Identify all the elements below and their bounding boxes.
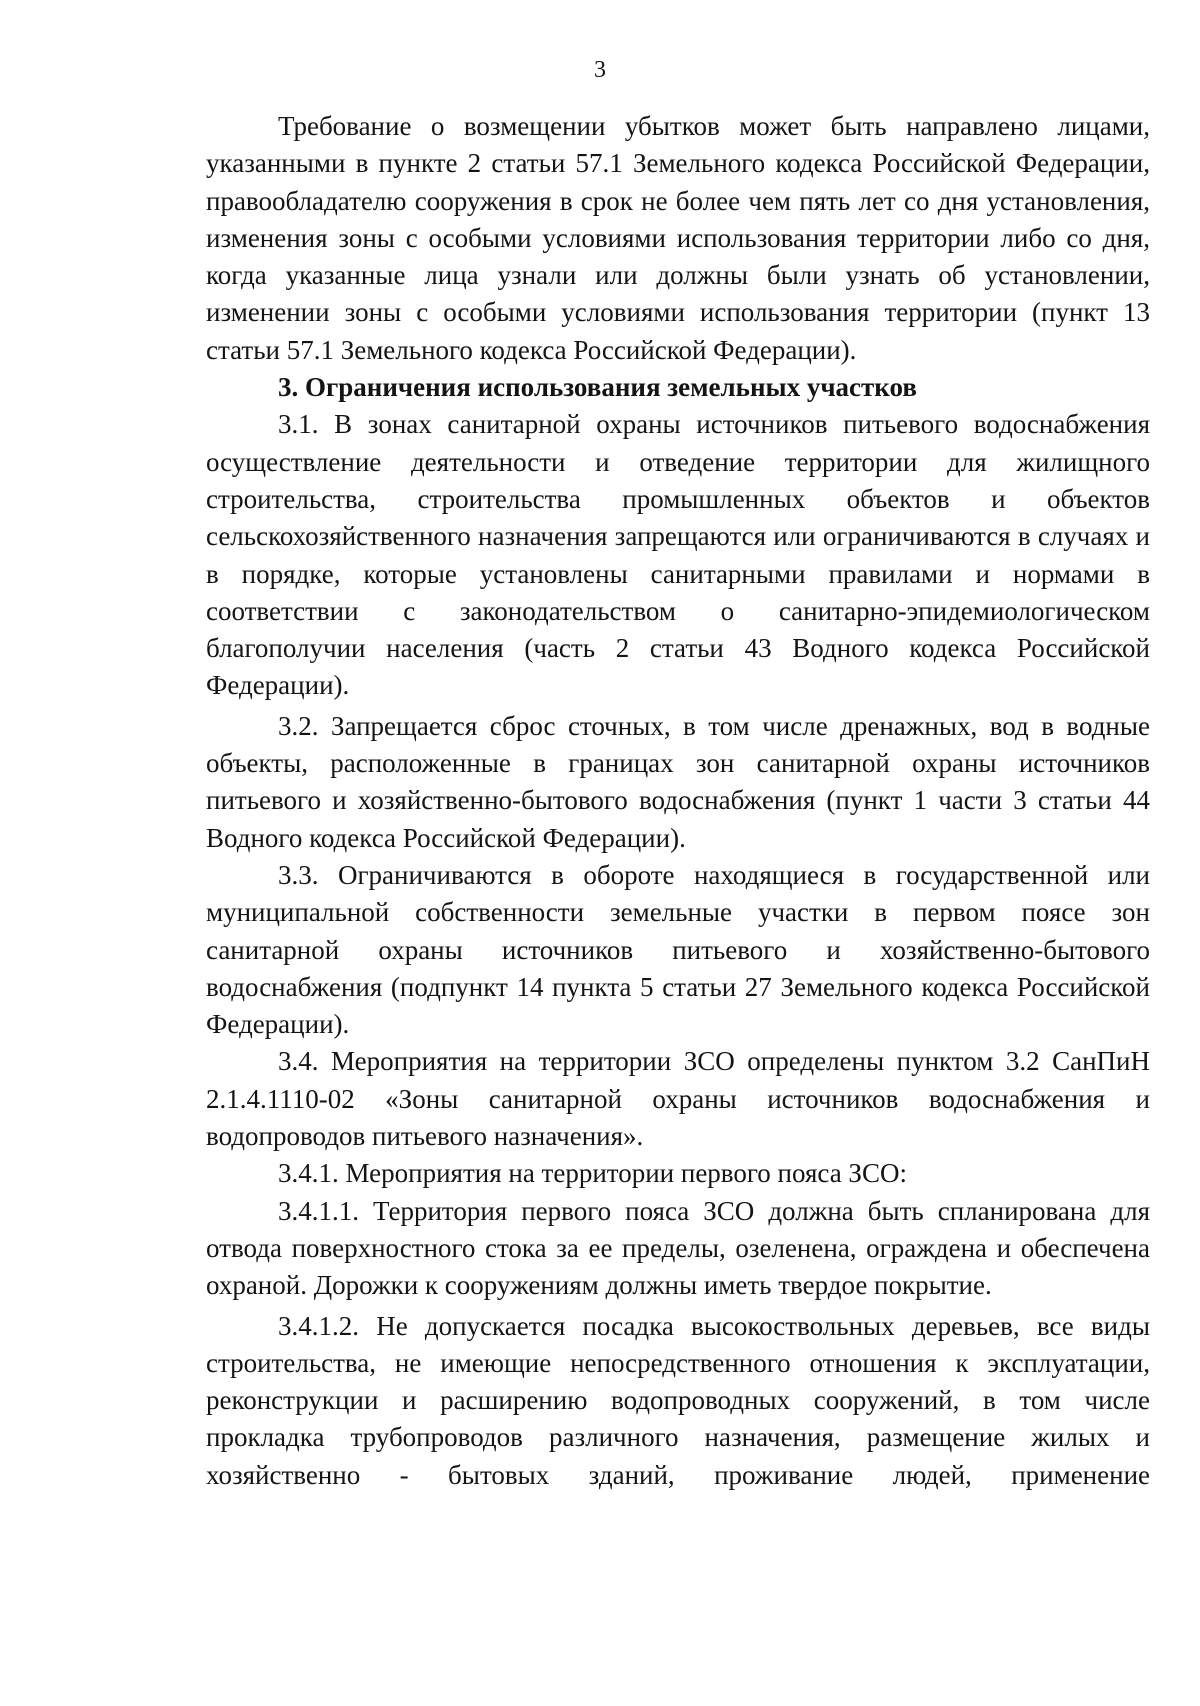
paragraph-damages-claim: Требование о возмещении убытков может быть направлено лицами, указанными в пункте 2 статьи 57.1 Земельного кодекса Российской Федерации, правообладателю сооружения в срок не более чем пять лет со дня установления, изменения зоны с особыми условиями использования территории либо со дня, когда указанные лица узнали или должны были узнать об установлении, изменении зоны с особыми условиями использования территории (пункт 13 статьи 57.1 Земельного кодекса Российской Федерации). <box>206 111 1150 365</box>
paragraph-3-1: 3.1. В зонах санитарной охраны источников питьевого водоснабжения осуществление деятельности и отведение территории для жилищного строительства, строительства промышленных объектов и объектов сельскохозяйственного назначения запрещаются или ограничиваются в случаях и в порядке, которые установлены санитарными правилами и нормами в соответствии с законодательством о санитарно-эпидемиологическом благополучии населения (часть 2 статьи 43 Водного кодекса Российской Федерации). <box>206 409 1150 701</box>
paragraph-3-4-1-1: 3.4.1.1. Территория первого пояса ЗСО должна быть спланирована для отвода поверхностного стока за ее пределы, озеленена, ограждена и обеспечена охраной. Дорожки к сооружениям должны иметь твердое покрытие. <box>206 1195 1150 1301</box>
paragraph-3-2: 3.2. Запрещается сброс сточных, в том числе дренажных, вод в водные объекты, расположенные в границах зон санитарной охраны источников питьевого и хозяйственно-бытового водоснабжения (пункт 1 части 3 статьи 44 Водного кодекса Российской Федерации). <box>206 710 1150 853</box>
page-number: 3 <box>594 57 606 83</box>
paragraph-3-3: 3.3. Ограничиваются в обороте находящиеся в государственной или муниципальной собственности земельные участки в первом поясе зон санитарной охраны источников питьевого и хозяйственно-бытового водоснабжения (подпункт 14 пункта 5 статьи 27 Земельного кодекса Российской Федерации). <box>206 859 1150 1040</box>
document-body <box>206 108 1150 1494</box>
paragraph-3-4: 3.4. Мероприятия на территории ЗСО определены пунктом 3.2 СанПиН 2.1.4.1110-02 «Зоны санитарной охраны источников водоснабжения и водопроводов питьевого назначения». <box>206 1046 1150 1152</box>
section-heading-land-use-restrictions: 3. Ограничения использования земельных участков <box>278 372 917 403</box>
paragraph-3-4-1-2: 3.4.1.2. Не допускается посадка высокоствольных деревьев, все виды строительства, не имеющие непосредственного отношения к эксплуатации, реконструкции и расширению водопроводных сооружений, в том числе прокладка трубопроводов различного назначения, размещение жилых и хозяйственно - бытовых зданий, проживание людей, применение <box>206 1310 1150 1490</box>
paragraph-3-4-1: 3.4.1. Мероприятия на территории первого пояса ЗСО: <box>278 1158 907 1189</box>
